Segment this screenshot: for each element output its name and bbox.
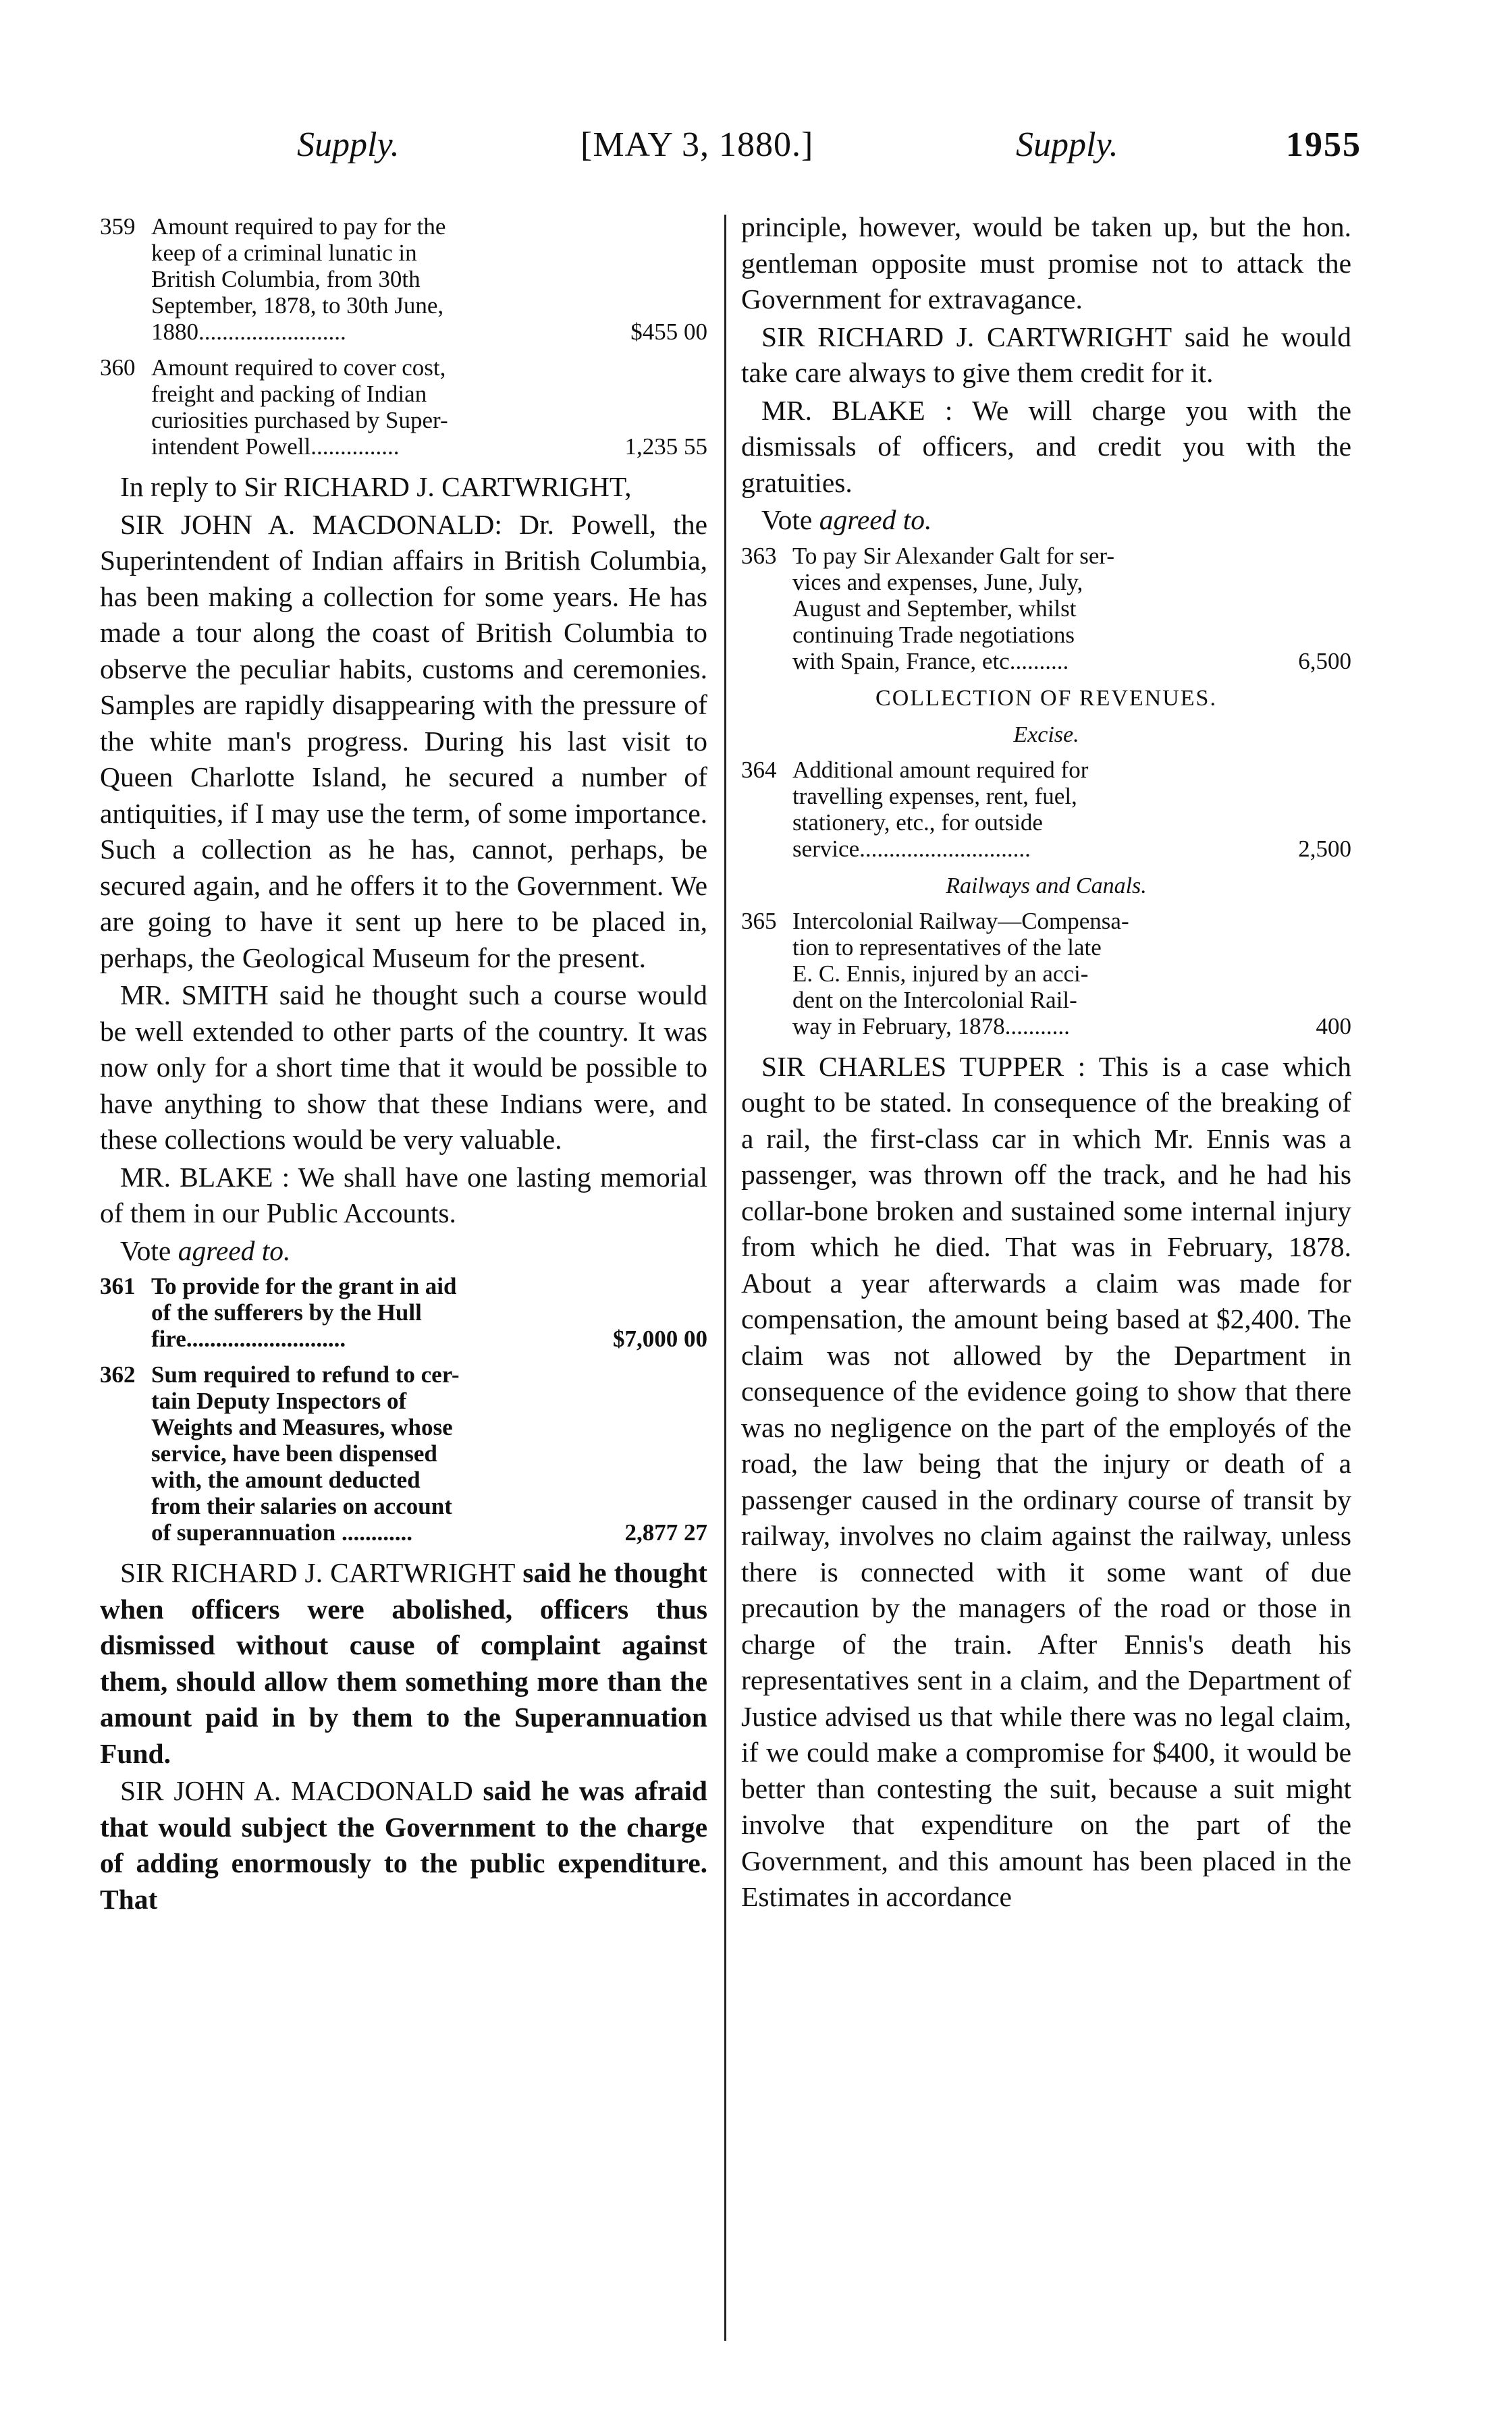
item-line: Intercolonial Railway—Compensa-: [792, 907, 1129, 934]
item-amount: 400: [1316, 1012, 1351, 1039]
item-amount: 1,235 55: [624, 433, 707, 460]
speech-text: said he would take care always to give them credit for it.: [741, 321, 1351, 388]
item-line: Amount required to pay for the: [151, 213, 446, 240]
item-line: To provide for the grant in aid: [151, 1273, 457, 1299]
estimate-item-360: [100, 354, 707, 460]
item-line: Sum required to refund to cer-: [151, 1361, 460, 1388]
item-line: Amount required to cover cost,: [151, 354, 446, 381]
column-divider: [724, 215, 726, 2341]
subsection-heading: Railways and Canals.: [946, 873, 1147, 898]
item-line: way in February, 1878...........: [792, 1012, 1070, 1039]
item-line: intendent Powell...............: [151, 433, 400, 460]
item-number: 365: [741, 907, 777, 934]
item-number: 361: [100, 1273, 136, 1299]
speech-text: : Dr. Powell, the Superintendent of Indian affairs in British Columbia, has been making a collection for some years. He has made a tour along the coast of British Columbia to observe the peculiar habits, customs and ceremonies. Samples are rapidly disappearing with the pressure of the white man's progress. During his last visit to Queen Charlotte Island, he secured a number of antiquities, if I may use the term, of some importance. Such a collection as he has, cannot, perhaps, be secured again, and he offers it to the Government. We are going to have it sent up here to be placed in, perhaps, the Geological Museum for the present.: [100, 508, 707, 973]
speech-text: said he thought such a course would be well extended to other parts of the country. It was now only for a short time that it would be possible to have anything to show that these Indians were, and these collections would be very valuable.: [100, 979, 708, 1155]
item-number: 360: [100, 354, 136, 381]
speech-text: said he thought when officers were abolished, officers thus dismissed without cause of complaint against them, should allow them something more than the amount paid in by them to the Superannuation Fund.: [100, 1557, 707, 1769]
item-line: keep of a criminal lunatic in: [151, 240, 417, 266]
page-header: [0, 125, 1512, 186]
item-line: service, have been dispensed: [151, 1440, 437, 1467]
speaker-name: SIR RICHARD J. CARTWRIGHT: [120, 1557, 516, 1588]
item-amount: 6,500: [1298, 647, 1351, 674]
item-line: of superannuation ............: [151, 1519, 413, 1546]
vote-line: [100, 1233, 707, 1270]
subsection-heading: Excise.: [1013, 722, 1079, 747]
speech-text: : This is a case which ought to be stated. In consequence of the breaking of a rail, the first-class car in which Mr. Ennis was a passenger, was thrown off the track, and he had his collar-bone broken and sustained some internal injury from which he died. That was in February, 1878. About a year afterwards a claim was made for compensation, the amount being based at $2,400. The claim was not allowed by the Department in consequence of the evidence going to show that there was no negligence on the part of the employés of the road, the law being that the injury or death of a passenger caused in the ordinary course of transit by railway, involves no claim against the railway, unless there is connected with it some want of due precaution by the managers of the road or those in charge of the train. After Ennis's death his representatives sent in a claim, and the Department of Justice advised us that while there was no legal claim, if we could make a compromise for $400, it would be better than contesting the suit, because a suit might involve that expenditure on the part of the Government, and this amount has been placed in the Estimates in accordance: [741, 1050, 1352, 1912]
item-line: from their salaries on account: [151, 1493, 452, 1519]
item-number: 362: [100, 1361, 136, 1388]
speaker-name: SIR JOHN A. MACDONALD: [120, 508, 495, 540]
item-line: Weights and Measures, whose: [151, 1414, 453, 1440]
item-line: travelling expenses, rent, fuel,: [792, 782, 1077, 809]
left-column: [100, 209, 707, 1919]
item-line: September, 1878, to 30th June,: [151, 292, 444, 319]
estimate-item-364: [741, 757, 1351, 862]
item-line: vices and expenses, June, July,: [792, 568, 1083, 595]
speaker-name: MR. SMITH: [120, 979, 269, 1010]
estimate-item-359: [100, 213, 707, 345]
item-line: To pay Sir Alexander Galt for ser-: [792, 542, 1114, 569]
speech-text: said he was afraid that would subject the Government to the charge of adding enormously to the public expenditure. That: [100, 1775, 708, 1915]
speaker-name: MR. BLAKE: [120, 1161, 273, 1193]
speaker-name: MR. BLAKE: [761, 394, 925, 426]
estimate-item-363: [741, 543, 1351, 674]
item-line: 1880.........................: [151, 319, 346, 345]
paragraph: principle, however, would be taken up, but the hon. gentleman opposite must promise not to attack the Government for extravagance.: [741, 211, 1351, 315]
item-amount: $455 00: [630, 319, 707, 345]
vote-label: Vote: [120, 1235, 171, 1266]
speech-paragraph: [100, 1160, 707, 1232]
speaker-name: SIR CHARLES TUPPER: [761, 1050, 1064, 1082]
vote-result: agreed to.: [819, 504, 932, 535]
speech-paragraph: [100, 1773, 707, 1918]
item-line: tion to representatives of the late: [792, 933, 1102, 960]
speech-text: : We shall have one lasting memorial of them in our Public Accounts.: [100, 1161, 708, 1228]
item-line: continuing Trade negotiations: [792, 621, 1075, 648]
page-number: 1955: [1286, 126, 1361, 164]
item-line: tain Deputy Inspectors of: [151, 1388, 407, 1414]
item-line: August and September, whilst: [792, 595, 1077, 622]
estimate-item-361: [100, 1273, 707, 1352]
item-line: with, the amount deducted: [151, 1467, 421, 1493]
item-number: 359: [100, 213, 136, 240]
speaker-name: SIR JOHN A. MACDONALD: [120, 1775, 473, 1806]
estimate-item-365: [741, 908, 1351, 1039]
speech-text: : We will charge you with the dismissals of officers, and credit you with the gratuities.: [741, 394, 1351, 498]
vote-result: agreed to.: [178, 1235, 291, 1266]
item-amount: $7,000 00: [613, 1326, 707, 1352]
item-number: 363: [741, 542, 777, 569]
paragraph: In reply to Sir RICHARD J. CARTWRIGHT,: [120, 471, 632, 502]
speech-paragraph: [100, 1555, 707, 1772]
header-left-title: Supply.: [297, 126, 400, 164]
vote-line: [741, 502, 1351, 539]
item-line: dent on the Intercolonial Rail-: [792, 986, 1077, 1013]
vote-label: Vote: [761, 504, 813, 535]
item-line: service.............................: [792, 835, 1031, 862]
speech-paragraph: [100, 507, 707, 977]
item-line: with Spain, France, etc..........: [792, 647, 1069, 674]
right-column: [741, 209, 1351, 1917]
section-heading: COLLECTION OF REVENUES.: [875, 685, 1217, 711]
item-line: freight and packing of Indian: [151, 381, 427, 407]
speech-paragraph: [741, 393, 1351, 501]
item-line: British Columbia, from 30th: [151, 266, 421, 292]
estimate-item-362: [100, 1361, 707, 1546]
speech-paragraph: [741, 319, 1351, 391]
speaker-name: SIR RICHARD J. CARTWRIGHT: [761, 321, 1172, 352]
item-amount: 2,500: [1298, 835, 1351, 862]
item-number: 364: [741, 756, 777, 783]
item-line: stationery, etc., for outside: [792, 809, 1043, 836]
speech-paragraph: [100, 977, 707, 1158]
header-right-title: Supply.: [1016, 126, 1118, 164]
item-line: of the sufferers by the Hull: [151, 1299, 422, 1326]
item-line: fire...........................: [151, 1326, 346, 1352]
item-line: E. C. Ennis, injured by an acci-: [792, 960, 1089, 987]
item-line: Additional amount required for: [792, 756, 1089, 783]
item-amount: 2,877 27: [624, 1519, 707, 1546]
header-date: [MAY 3, 1880.]: [580, 126, 814, 164]
speech-paragraph: [741, 1049, 1351, 1916]
item-line: curiosities purchased by Super-: [151, 407, 448, 433]
